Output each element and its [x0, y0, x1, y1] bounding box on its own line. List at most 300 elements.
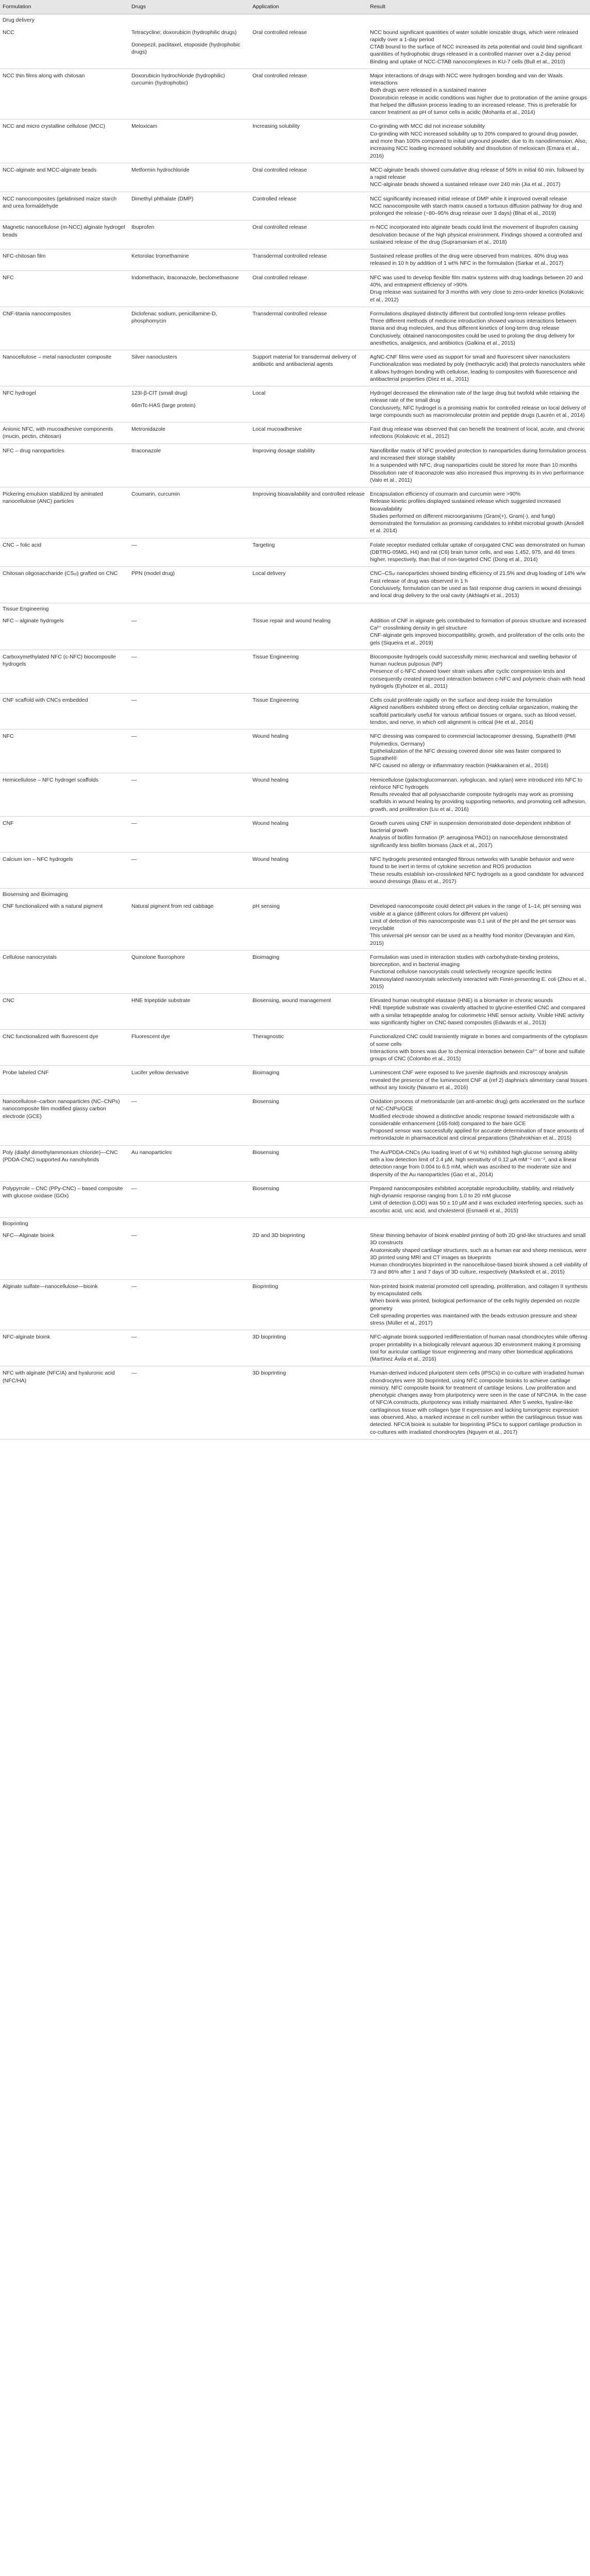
table-row: [0, 1366, 590, 1439]
drugs-cell: [129, 120, 250, 163]
drug-item: Natural pigment from red cabbage: [131, 903, 214, 910]
drug-item: —: [131, 776, 137, 783]
table-row: [0, 816, 590, 852]
application-cell: Oral controlled release: [250, 270, 367, 307]
result-paragraph: Prepared nanocomposites exhibited acceptable reproducibility, stability, and relatively high-dynamic response ranging from 1.0 to 20 mM glucose: [370, 1185, 574, 1199]
result-cell: [367, 773, 590, 816]
header-application: Application: [250, 0, 367, 14]
drugs-cell: [129, 270, 250, 307]
result-paragraph: Growth curves using CNF in suspension demonstrated dose-dependent inhibition of bacterial growth: [370, 820, 571, 834]
formulation-cell: Calcium ion – NFC hydrogels: [0, 852, 129, 888]
table-row: [0, 163, 590, 192]
drug-item: Metformin hydrochloride: [131, 166, 190, 173]
formulation-cell: NFC—Alginate bioink: [0, 1229, 129, 1279]
table-row: [0, 773, 590, 816]
result-cell: [367, 1330, 590, 1366]
application-cell: Biosensing: [250, 1145, 367, 1181]
result-cell: [367, 120, 590, 163]
application-cell: Improving bioavailability and controlled release: [250, 487, 367, 538]
formulation-cell: NFC hydrogel: [0, 386, 129, 422]
drug-item: —: [131, 697, 137, 704]
table-row: [0, 900, 590, 950]
drug-item: —: [131, 541, 137, 548]
category-row: [0, 889, 590, 900]
drugs-cell: [129, 1229, 250, 1279]
application-cell: Oral controlled release: [250, 69, 367, 120]
table-row: [0, 1145, 590, 1181]
drugs-cell: [129, 192, 250, 221]
application-cell: 2D and 3D bioprinting: [250, 1229, 367, 1279]
result-paragraph: NFC-alginate bioink supported redifferentiation of human nasal chondrocytes while offering proper printability in a biologically relevant aqueous 3D environment making it promising tool for auricular cartilage tissue engineering and many other biomedical applications (Martínez Ávila et al., 2016): [370, 1334, 587, 1363]
result-paragraph: Mannosylated nanocrystals selectively interacted with FimH-presenting E. coli (Zhou et al., 2015): [370, 976, 587, 990]
result-paragraph: The Au/PDDA-CNCs (Au loading level of 6 wt %) exhibited high glucose sensing ability with a low detection limit of 2.4 µM, high sensitivity of 0.12 µA mM⁻¹ cm⁻², and a linear detection range from 0.004 to 6.5 mM, which was ascribed to the moderate size and dispersity of the Au nanoparticles (Gao et al., 2014): [370, 1149, 578, 1178]
result-paragraph: HNE tripeptide substrate was covalently attached to glycine-esterified CNC and compared with a similar tetrapeptide analog for colorimetric HNE sensor activity. Visible HNE activity was significantly higher on CNC-based composites (Edwards et al., 2013): [370, 1005, 585, 1026]
result-paragraph: Both drugs were released in a sustained manner: [370, 87, 486, 94]
result-paragraph: Formulations displayed distinctly different but controlled long-term release profiles: [370, 310, 566, 317]
category-label: Drug delivery: [3, 17, 35, 24]
result-paragraph: Conclusively, obtained nanocomposites could be used to prolong the drug delivery for anesthetics, analgesics, and antibiotics (Galkina et al., 2015): [370, 332, 575, 346]
formulation-cell: Chitosan oligosaccharide (CSₒₗ) grafted on CNC: [0, 567, 129, 603]
category-row: [0, 603, 590, 614]
result-paragraph: Aligned nanofibers exhibited strong effect on directing cellular organization, making the scaffold particularly useful for various artificial tissues or organs, such as blood vessel, tendon, and nerve, in which cell alignment is critical (He et al., 2014): [370, 704, 578, 725]
table-row: [0, 950, 590, 993]
drugs-cell: [129, 816, 250, 852]
table-row: [0, 221, 590, 249]
drugs-cell: [129, 1330, 250, 1366]
drug-item: 123I-β-CIT (small drug): [131, 390, 188, 397]
result-paragraph: Elevated human neutrophil elastase (HNE) is a biomarker in chronic wounds: [370, 997, 553, 1004]
drugs-cell: [129, 1095, 250, 1146]
result-paragraph: NFC hydrogels presented entangled fibrous networks with tunable behavior and were found to be inert in terms of cytokine secretion and ROS production: [370, 856, 575, 870]
result-paragraph: Cell spreading properties was maintained with the beads extrusion pressure and shear stress (Müller et al., 2017): [370, 1312, 578, 1327]
formulation-cell: NFC – alginate hydrogels: [0, 614, 129, 650]
table-row: [0, 1330, 590, 1366]
header-drugs: Drugs: [129, 0, 250, 14]
formulation-cell: NCC and micro crystalline cellulose (MCC): [0, 120, 129, 163]
formulation-cell: Hemicellulose – NFC hydrogel scaffolds: [0, 773, 129, 816]
drugs-cell: [129, 1366, 250, 1439]
result-paragraph: CNC–CSₒₗ nanoparticles showed binding efficiency of 21.5% and drug loading of 14% w/w: [370, 570, 586, 577]
result-paragraph: Hydrogel decreased the elimination rate of the large drug but twofold while retaining the release rate of the small drug: [370, 390, 580, 404]
table-row: [0, 538, 590, 567]
result-paragraph: Interactions with bones was due to chemical interaction between Ca²⁺ of bone and sulfate groups of CNC (Colombo et al., 2015): [370, 1048, 585, 1062]
drugs-cell: [129, 773, 250, 816]
application-cell: Improving dosage stability: [250, 444, 367, 487]
drugs-cell: [129, 307, 250, 350]
result-cell: [367, 487, 590, 538]
result-paragraph: Functional cellulose nanocrystals could selectively recognize specific lectins: [370, 969, 552, 975]
category-label: Tissue Engineering: [3, 605, 49, 612]
drugs-cell: [129, 221, 250, 249]
result-paragraph: This universal pH sensor can be used as a healthy food monitor (Devarayan and Kim, 2015): [370, 933, 576, 946]
drugs-cell: [129, 950, 250, 993]
drugs-cell: [129, 1030, 250, 1066]
drugs-cell: [129, 852, 250, 888]
result-paragraph: Release kinetic profiles displayed sustained release which suggested increased bioavailability: [370, 498, 561, 512]
result-paragraph: These results establish ion-crosslinked NFC hydrogels as a good candidate for advanced wound dressings (Basu et al., 2017): [370, 871, 584, 885]
drug-item: Metronidazole: [131, 426, 165, 433]
result-paragraph: Functionalized CNC could transiently migrate in bones and compartments of the cytoplasm of some cells: [370, 1033, 587, 1047]
result-paragraph: Folate receptor mediated cellular uptake of conjugated CNC was demonstrated on human (DBTRG-05MG, H4) and rat (C6) brain tumor cells, and was 1,452, 975, and 46 times higher, respectively, than that of non-targeted CNC (Dong et al., 2014): [370, 541, 585, 563]
drugs-cell: [129, 567, 250, 603]
result-cell: [367, 1095, 590, 1146]
formulation-cell: NFC: [0, 730, 129, 773]
result-paragraph: Results revealed that all polysaccharide composite hydrogels may work as promising scaffolds in wound healing by providing supporting networks, and promoting cell adhesion, growth, and proliferation (Liu et al., 2016): [370, 791, 586, 812]
table-row: [0, 350, 590, 386]
application-cell: Biosensing: [250, 1181, 367, 1217]
result-paragraph: NCC significantly increased initial release of DMP while it improved overall release: [370, 195, 567, 202]
table-row: [0, 386, 590, 422]
drug-item: Ibuprofen: [131, 224, 155, 231]
application-cell: Theragnostic: [250, 1030, 367, 1066]
table-row: [0, 270, 590, 307]
drug-item: Doxorubicin hydrochloride (hydrophilic) curcumin (hydrophobic): [131, 72, 225, 87]
drug-item: —: [131, 1283, 137, 1290]
table-row: [0, 1030, 590, 1066]
table-row: [0, 994, 590, 1030]
drug-item: 66mTc-HAS (large protein): [131, 402, 196, 409]
application-cell: Oral controlled release: [250, 221, 367, 249]
drug-item: Itraconazole: [131, 447, 161, 454]
result-paragraph: CNF-alginate gels improved biocompatibility, growth, and proliferation of the cells onto the gels (Siqueira et al., 2019): [370, 632, 585, 646]
drugs-cell: [129, 614, 250, 650]
result-paragraph: Studies performed on different microorganisms (Gram(+), Gram(-), and fungi) demonstrated the formulation as promising candidates to inhibit microbial growth (Ansdell et al. 2014): [370, 513, 584, 534]
application-cell: pH sensing: [250, 900, 367, 950]
result-cell: [367, 69, 590, 120]
drugs-cell: [129, 69, 250, 120]
result-cell: [367, 422, 590, 444]
drug-item: —: [131, 856, 137, 862]
formulation-cell: CNC: [0, 994, 129, 1030]
result-cell: [367, 350, 590, 386]
application-cell: Wound healing: [250, 852, 367, 888]
result-cell: [367, 1181, 590, 1217]
drug-item: —: [131, 1098, 137, 1105]
table-row: [0, 422, 590, 444]
drug-item: Meloxicam: [131, 123, 158, 130]
formulation-cell: NCC thin films along with chitosan: [0, 69, 129, 120]
result-paragraph: Biocomposite hydrogels could successfully mimic mechanical and swelling behavior of human nucleus pulposus (NP): [370, 653, 577, 668]
formulation-cell: NCC: [0, 26, 129, 69]
result-paragraph: NFC was used to develop flexible film matrix systems with drug loadings between 20 and 40%, and entrapment efficiency of >90%: [370, 274, 583, 288]
table-row: [0, 1229, 590, 1279]
application-cell: Bioprinting: [250, 1279, 367, 1330]
result-paragraph: Limit of detection (LOD) was 50 ± 10 µM and it was excluded interfering species, such as ascorbic acid, uric acid, and cholesterol (Esmaeili et al., 2015): [370, 1200, 583, 1214]
application-cell: Local: [250, 386, 367, 422]
table-row: [0, 249, 590, 271]
formulation-cell: NFC-chitosan film: [0, 249, 129, 271]
result-paragraph: NCC-alginate beads showed a sustained release over 240 min (Jia et al., 2017): [370, 181, 561, 188]
category-row: [0, 14, 590, 26]
formulation-cell: NCC-alginate and MCC-alginate beads: [0, 163, 129, 192]
result-cell: [367, 852, 590, 888]
table-row: [0, 487, 590, 538]
result-paragraph: AgNC-CNF films were used as support for small and fluorescent silver nanoclusters: [370, 354, 570, 361]
result-paragraph: Fast release of drug was observed in 1 h: [370, 578, 468, 584]
application-cell: Oral controlled release: [250, 26, 367, 69]
application-cell: Targeting: [250, 538, 367, 567]
application-cell: Biosensing, wound management: [250, 994, 367, 1030]
result-paragraph: Conclusively, NFC hydrogel is a promising matrix for controlled release on local delivery of large compounds such as macromolecular protein and peptide drugs (Laurén et al., 2014): [370, 404, 586, 418]
result-paragraph: Shear thinning behavior of bioink enabled printing of both 2D grid-like structures and small 3D constructs: [370, 1232, 586, 1246]
formulation-cell: NFC-alginate bioink: [0, 1330, 129, 1366]
formulation-cell: CNF: [0, 816, 129, 852]
drugs-cell: [129, 1145, 250, 1181]
drugs-cell: [129, 487, 250, 538]
result-paragraph: MCC-alginate beads showed cumulative drug release of 56% in initial 60 min, followed by a rapid release: [370, 166, 584, 181]
result-cell: [367, 270, 590, 307]
drugs-cell: [129, 386, 250, 422]
result-paragraph: Binding and uptake of NCC-CTAB nanocomplexes in KU-7 cells (Bull et al., 2010): [370, 58, 565, 65]
header-result: Result: [367, 0, 590, 14]
result-paragraph: Anatomically shaped cartilage structures, such as a human ear and sheep meniscus, were 3D printed using MRI and CT images as blueprints: [370, 1247, 587, 1261]
application-cell: Local delivery: [250, 567, 367, 603]
formulation-cell: CNF scaffold with CNCs embedded: [0, 693, 129, 730]
drugs-cell: [129, 900, 250, 950]
drug-item: —: [131, 733, 137, 740]
formulation-cell: Magnetic nanocellulose (m-NCC) alginate hydrogel beads: [0, 221, 129, 249]
application-cell: Wound healing: [250, 730, 367, 773]
table-body: [0, 14, 590, 1439]
result-cell: [367, 1066, 590, 1095]
result-cell: [367, 221, 590, 249]
drugs-cell: [129, 350, 250, 386]
result-paragraph: In a suspended with NFC, drug nanoparticles could be stored for more than 10 months: [370, 462, 578, 469]
drug-item: Indomethacin, itraconazole, beclomethasone: [131, 274, 239, 281]
application-cell: Tissue Engineering: [250, 693, 367, 730]
result-cell: [367, 900, 590, 950]
result-paragraph: Doxorubicin release in acidic conditions was higher due to protonation of the amine groups that helped the diffusion process leading to an increased release. This is preferable for cancer treatment as pH of tumor cells is acidic (Mohanta et al., 2014): [370, 94, 587, 116]
application-cell: Biosensing: [250, 1095, 367, 1146]
table-row: [0, 69, 590, 120]
table-row: [0, 1279, 590, 1330]
result-cell: [367, 650, 590, 693]
application-cell: Tissue repair and wound healing: [250, 614, 367, 650]
table-row: [0, 120, 590, 163]
formulation-cell: Pickering emulsion stabilized by aminated nanocellulose (ANC) particles: [0, 487, 129, 538]
result-paragraph: Encapsulation efficiency of coumarin and curcumin were >90%: [370, 491, 520, 498]
result-paragraph: Fast drug release was observed that can benefit the treatment of local, acute, and chronic infections (Kolakovic et al., 2012): [370, 426, 585, 440]
result-paragraph: Major interactions of drugs with NCC were hydrogen bonding and van der Waals interactions: [370, 72, 563, 87]
application-cell: 3D bioprinting: [250, 1366, 367, 1439]
table-row: [0, 307, 590, 350]
application-cell: Local mucoadhesive: [250, 422, 367, 444]
result-paragraph: Co-grinding with NCC increased solubility up to 20% compared to ground drug powder, and more than 100% compared to initial unground powder, due to its nanodimension. Also, increasing NCC loading increased solubility and dissolution of meloxicam (Emara et al., 2016): [370, 130, 587, 159]
category-label: Bioprinting: [3, 1220, 28, 1227]
application-cell: 3D bioprinting: [250, 1330, 367, 1366]
drugs-cell: [129, 26, 250, 69]
table-row: [0, 614, 590, 650]
result-cell: [367, 730, 590, 773]
table-row: [0, 852, 590, 888]
drug-item: Tetracycline; doxorubicin (hydrophilic drugs): [131, 29, 237, 36]
result-paragraph: Sustained release profiles of the drug were observed from matrices. 40% drug was released in 10 h by addition of 1 wt% NFC in the formulation (Sarkar et al., 2017): [370, 253, 568, 267]
result-paragraph: Drug release was sustained for 3 months with very close to zero-order kinetics (Kolakovic et al., 2012): [370, 289, 584, 303]
drug-item: —: [131, 1370, 137, 1377]
drug-item: Au nanoparticles: [131, 1149, 172, 1156]
application-cell: Controlled release: [250, 192, 367, 221]
result-paragraph: When bioink was printed, biological performance of the cells highly depended on nozzle geometry: [370, 1298, 580, 1312]
result-paragraph: Modified electrode showed a distinctive anodic response toward metronidazole with a considerable enhancement (165-fold) compared to the bare GCE: [370, 1113, 575, 1127]
result-paragraph: Analysis of biofilm formation (P. aeruginosa PAO1) on nanocellulose demonstrated significantly less biofilm biomass (Jack et al., 2017): [370, 835, 568, 849]
drug-item: Fluorescent dye: [131, 1033, 170, 1040]
result-paragraph: Cells could proliferate rapidly on the surface and deep inside the formulation: [370, 697, 552, 704]
drugs-cell: [129, 163, 250, 192]
result-paragraph: Developed nanocomposite could detect pH values in the range of 1–14; pH sensing was visible at a glance (different colors for different pH values): [370, 903, 581, 917]
drug-item: —: [131, 653, 137, 660]
drug-item: —: [131, 1232, 137, 1239]
formulation-cell: NFC with alginate (NFC/A) and hyaluronic acid (NFC/HA): [0, 1366, 129, 1439]
result-cell: [367, 614, 590, 650]
result-paragraph: Non-printed bioink material promoted cell spreading, proliferation, and collagen II synthesis by encapsulated cells: [370, 1283, 587, 1297]
table-row: [0, 26, 590, 69]
table-row: [0, 567, 590, 603]
result-cell: [367, 163, 590, 192]
drugs-cell: [129, 693, 250, 730]
drugs-cell: [129, 1066, 250, 1095]
result-cell: [367, 386, 590, 422]
application-cell: Wound healing: [250, 773, 367, 816]
result-cell: [367, 1229, 590, 1279]
result-cell: [367, 994, 590, 1030]
result-paragraph: NFC dressing was compared to commercial lactocapromer dressing, Suprathel® (PMI Polymedics, Germany): [370, 733, 576, 747]
drug-item: Dimethyl phthalate (DMP): [131, 195, 194, 202]
drugs-cell: [129, 1279, 250, 1330]
formulation-cell: CNC – folic acid: [0, 538, 129, 567]
result-paragraph: Formulation was used in interaction studies with carbohydrate-binding proteins, bioreception, and in bacterial imaging: [370, 954, 560, 968]
application-cell: Oral controlled release: [250, 163, 367, 192]
drug-item: —: [131, 1334, 137, 1341]
drug-item: Coumarin, curcumin: [131, 491, 180, 498]
result-cell: [367, 538, 590, 567]
table-row: [0, 650, 590, 693]
formulation-cell: Nanocellulose–carbon nanoparticles (NC–CNPs) nanocomposite film modified glassy carbon electrode (GCE): [0, 1095, 129, 1146]
result-paragraph: NFC caused no allergy or inflammatory reaction (Hakkarainen et al., 2016): [370, 762, 549, 769]
application-cell: Wound healing: [250, 816, 367, 852]
result-cell: [367, 1030, 590, 1066]
result-paragraph: Three different methods of medicine introduction showed various interactions between titania and drug molecules, and thus different kinetics of long-term drug release: [370, 318, 577, 332]
table-row: [0, 693, 590, 730]
result-paragraph: Presence of c-NFC showed lower strain values after cyclic compression tests and consequently created improved interaction between c-NFC and polymeric chain with head hydrogels (Eyholzer et al., 2011): [370, 668, 585, 689]
result-cell: [367, 192, 590, 221]
result-cell: [367, 567, 590, 603]
drugs-cell: [129, 730, 250, 773]
formulation-cell: Poly (diallyl dimethylammonium chloride)—CNC (PDDA-CNC) supported Au nanohybrids: [0, 1145, 129, 1181]
result-cell: [367, 1145, 590, 1181]
drug-item: HNE tripeptide substrate: [131, 997, 191, 1004]
application-cell: Transdermal controlled release: [250, 249, 367, 271]
formulation-cell: Carboxymethylated NFC (c-NFC) biocomposite hydrogels: [0, 650, 129, 693]
result-paragraph: Human chondrocytes bioprinted in the nanocellulose-based bioink showed a cell viability of 73 and 86% after 1 and 7 days of 3D culture, respectively (Markstedt et al., 2015): [370, 1262, 587, 1276]
formulation-cell: NCC nanocomposites (gelatinised maize starch and urea formaldehyde: [0, 192, 129, 221]
drug-item: Lucifer yellow derivative: [131, 1070, 189, 1076]
result-cell: [367, 816, 590, 852]
formulation-cell: Cellulose nanocrystals: [0, 950, 129, 993]
drugs-cell: [129, 1181, 250, 1217]
result-paragraph: NCC nanocomposite with starch matrix caused a tortuous diffusion pathway for drug and prolonged the release (~80–95% drug release over 3 days) (Bhat et al., 2019): [370, 202, 582, 217]
drug-item: Ketorolac tromethamine: [131, 253, 189, 260]
drug-item: —: [131, 617, 137, 624]
result-cell: [367, 307, 590, 350]
application-cell: Bioimaging: [250, 1066, 367, 1095]
drug-item: Quinolone fluorophore: [131, 954, 185, 960]
application-cell: Tissue Engineering: [250, 650, 367, 693]
formulation-cell: NFC: [0, 270, 129, 307]
application-cell: Transdermal controlled release: [250, 307, 367, 350]
application-cell: Support material for transdermal delivery of antibiotic and antibacterial agents: [250, 350, 367, 386]
category-label: Biosensing and Bioimaging: [3, 891, 68, 898]
result-paragraph: Functionalization was mediated by poly (methacrylic acid) that protects nanoclusters while it allows hydrogen bonding with cellulose, leading to composites with fluorescence and antibacterial properties (Díez et al., 2011): [370, 361, 585, 382]
formulation-cell: Probe labeled CNF: [0, 1066, 129, 1095]
drugs-cell: [129, 994, 250, 1030]
table-header: [0, 0, 590, 14]
result-paragraph: Human-derived induced pluripotent stem cells (iPSCs) in co-culture with irradiated human chondrocytes were 3D bioprinted, using NFC composite bioinks to achieve cartilage mimicry. NFC composite bioink for treatment of cartilage lesions. Low proliferation and phenotypic changes away from pluripotency were seen in the case of NFC/HA. In the case of NFC/A constructs, pluripotency was initially maintained. After 5 weeks, hyaline-like cartilaginous tissue with collagen type II expression and lacking tumorigenic expression was observed. Also, a marked increase in cell number within the cartilaginous tissue was detected. NFC/A bioink is suitable for bioprinting iPSCs to support cartilage production in co-cultures with irradiated chondrocytes (Nguyen et al., 2017): [370, 1370, 587, 1435]
result-paragraph: Conclusively, formulation can be used as fast response drug carriers in wound dressings and local drug delivery to the oral cavity (Akhlaghi et al., 2013): [370, 585, 582, 599]
result-paragraph: Dissolution rate of itraconazole was also increased thus improving its in vivo performance (Valo et al., 2011): [370, 469, 584, 483]
table-row: [0, 1066, 590, 1095]
drug-item: Donepezil, paclitaxel, etoposide (hydrophobic drugs): [131, 41, 241, 56]
formulation-cell: Alginate sulfate—nanocellulose—bioink: [0, 1279, 129, 1330]
formulation-cell: CNF functionalized with a natural pigment: [0, 900, 129, 950]
result-paragraph: Luminescent CNF were exposed to live juvenile daphnids and microscopy analysis revealed the presence of the luminescent CNF at (ref 2) daphnia's alimentary canal tissues without any toxicity (Navarro et al., 2016): [370, 1070, 587, 1091]
header-formulation: Formulation: [0, 0, 129, 14]
header-row: [0, 0, 590, 14]
result-cell: [367, 1366, 590, 1439]
result-cell: [367, 950, 590, 993]
drug-item: —: [131, 1185, 137, 1192]
formulation-cell: NFC – drug nanoparticles: [0, 444, 129, 487]
formulation-cell: Polypyrrole – CNC (PPy-CNC) – based composite with glucose oxidase (GOx): [0, 1181, 129, 1217]
table-row: [0, 1181, 590, 1217]
category-row: [0, 1217, 590, 1229]
drug-item: —: [131, 820, 137, 826]
drug-item: Diclofenac sodium, penicillamine-D, phosphomycin: [131, 310, 217, 325]
result-paragraph: m-NCC incorporated into alginate beads could limit the movement of ibuprofen causing desolvation because of the high physical environment. Findings showed a controlled and sustained release of the drug (Supramaniam et al., 2018): [370, 224, 582, 245]
result-paragraph: NCC bound significant quantities of water soluble ionizable drugs, which were released rapidly over a 1-day period: [370, 29, 578, 43]
result-paragraph: Oxidation process of metronidazole (an anti-amebic drug) gets accelerated on the surface of NC-CNPs/GCE: [370, 1098, 585, 1112]
drugs-cell: [129, 444, 250, 487]
table-row: [0, 444, 590, 487]
application-cell: Increasing solubility: [250, 120, 367, 163]
formulation-cell: CNC functionalized with fluorescent dye: [0, 1030, 129, 1066]
drugs-cell: [129, 249, 250, 271]
result-cell: [367, 444, 590, 487]
result-cell: [367, 693, 590, 730]
result-cell: [367, 1279, 590, 1330]
result-paragraph: CTAB bound to the surface of NCC increased its zeta potential and could bind significant quantities of hydrophobic drugs released in a controlled manner over a 2-day period: [370, 44, 582, 58]
result-paragraph: Nanofibrillar matrix of NFC provided protection to nanoparticles during formulation process and increased their storage stability: [370, 447, 586, 462]
drugs-cell: [129, 650, 250, 693]
application-cell: Bioimaging: [250, 950, 367, 993]
formulation-cell: Nanocellulose – metal nanocluster composite: [0, 350, 129, 386]
result-paragraph: Proposed sensor was successfully applied for accurate determination of trace amounts of metronidazole in pharmaceutical and clinical preparations (Shahrokhian et al., 2015): [370, 1128, 584, 1142]
drugs-cell: [129, 538, 250, 567]
formulation-cell: Anionic NFC, with mucoadhesive components (mucin, pectin, chitosan): [0, 422, 129, 444]
table-row: [0, 192, 590, 221]
table-row: [0, 1095, 590, 1146]
result-paragraph: Co-grinding with MCC did not increase solubility: [370, 123, 485, 130]
formulation-cell: CNF-titania nanocomposites: [0, 307, 129, 350]
result-paragraph: Addition of CNF in alginate gels contributed to formation of porous structure and increased Ca²⁺ crosslinking density in gel structure: [370, 617, 586, 632]
drug-item: PPN (model drug): [131, 570, 175, 577]
result-paragraph: Limit of detection of this nanocomposite was 0.1 unit of the pH and the pH sensor was recyclable: [370, 918, 576, 932]
result-paragraph: Hemicellulose (galactoglucomannan, xyloglucan, and xylan) were introduced into NFC to reinforce NFC hydrogels: [370, 776, 583, 790]
drugs-cell: [129, 422, 250, 444]
result-cell: [367, 26, 590, 69]
result-paragraph: Epithelialization of the NFC dressing covered donor site was faster compared to Suprathel®: [370, 748, 561, 762]
table-row: [0, 730, 590, 773]
drug-item: Silver nanoclusters: [131, 354, 177, 361]
